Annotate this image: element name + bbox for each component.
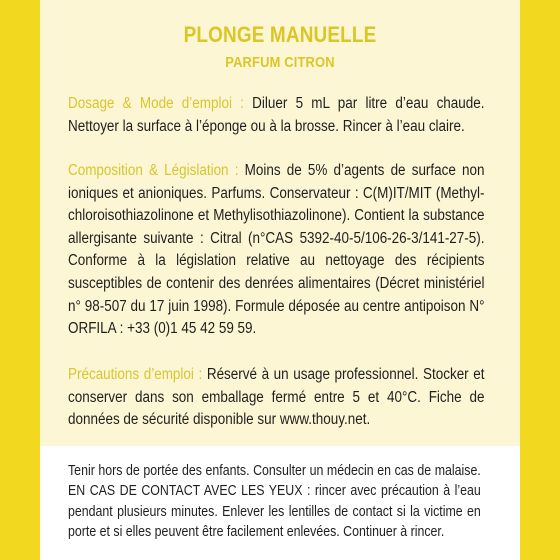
precautions-section [68,364,485,432]
safety-warning-text: Tenir hors de portée des enfants. Consulter un médecin en cas de malaise. EN CAS DE CONTACT AVEC LES YEUX : rincer avec précaution à l’eau pendant plusieurs minutes. Enlever les lentilles de contact si la victime en porte et si elles peuvent être facilement enlevées. Continuer à rincer. [68,463,481,541]
dosage-section [68,93,485,138]
product-title: PLONGE MANUELLE [183,22,377,47]
composition-label: Composition & Législation : [68,162,239,179]
dosage-label: Dosage & Mode d’emploi : [68,95,244,112]
composition-text: Moins de 5% d’agents de surface non ioniques et anioniques. Parfums. Conservateur : C(M)IT/MIT (Methyl-chloroisothiazolinone et Methylisothiazolinone). Contient la substance allergisante suivante : Citral (n°CAS 5392-40-5/106-26-3/141-27-5). Conforme à la législation relative au nettoyage des récipients susceptibles de contenir des denrées alimentaires (Décret ministériel n° 98-507 du 17 juin 1998). Formule déposée au centre antipoison N° ORFILA : +33 (0)1 45 42 59 59. [68,162,485,338]
precautions-text: Réservé à un usage professionnel. Stocker et conserver dans son emballage fermé entre 5 et 40°C. Fiche de données de sécurité disponible sur www.thouy.net. [68,366,485,429]
safety-footer [40,446,520,560]
dosage-text: Diluer 5 mL par litre d’eau chaude. Nettoyer la surface à l’éponge ou à la brosse. Rincer à l’eau claire. [68,95,485,135]
composition-section [68,160,485,341]
product-subtitle: PARFUM CITRON [225,54,335,71]
precautions-label: Précautions d’emploi : [68,366,203,383]
product-label [40,0,520,560]
